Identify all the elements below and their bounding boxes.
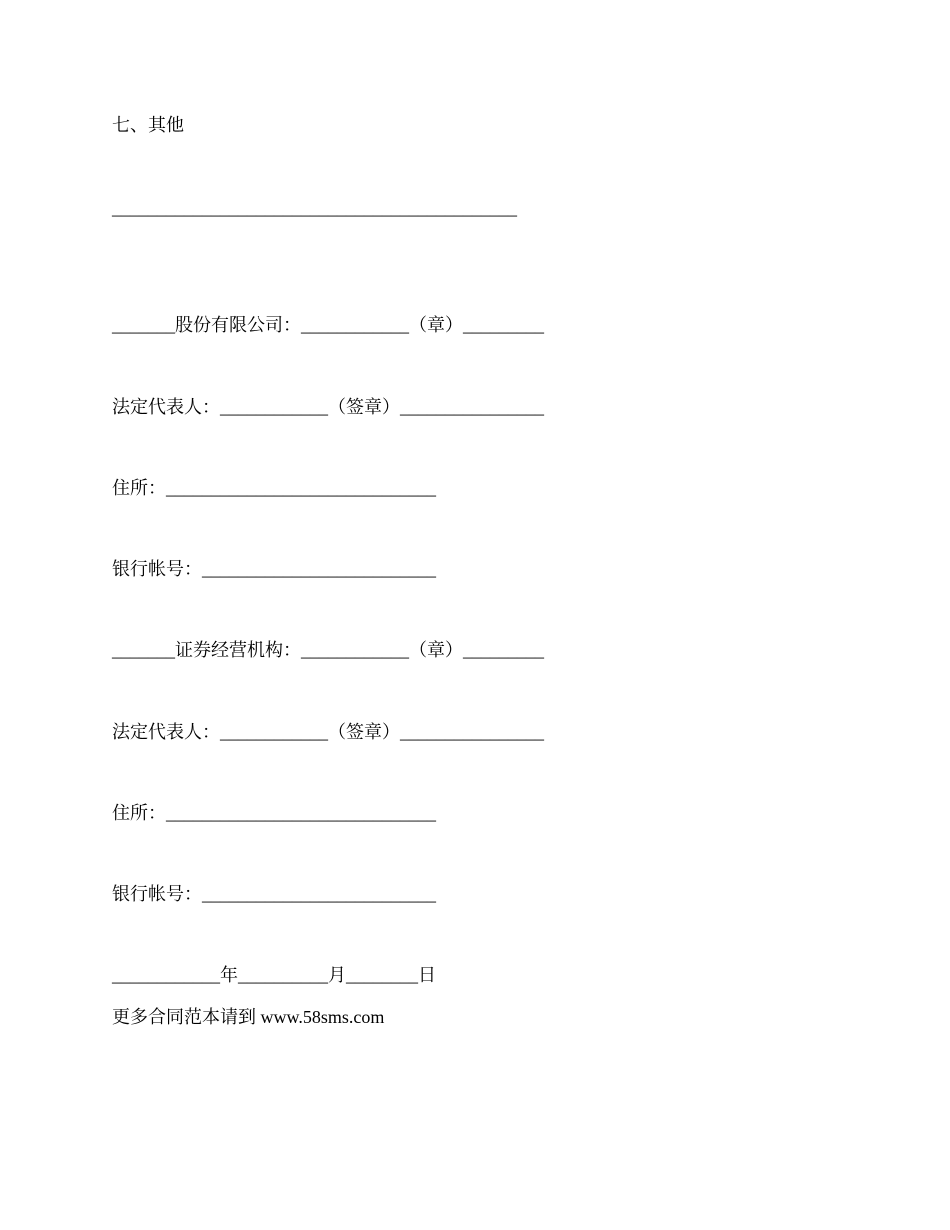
securities-institution-signature-line: _______证券经营机构：____________（章）_________	[112, 640, 544, 660]
date-line: ____________年__________月________日	[112, 965, 436, 985]
securities-legal-representative-line: 法定代表人：____________（签章）________________	[112, 722, 544, 742]
securities-bank-account-line: 银行帐号：__________________________	[112, 884, 436, 904]
company-bank-account-line: 银行帐号：__________________________	[112, 559, 436, 579]
company-signature-line: _______股份有限公司：____________（章）_________	[112, 315, 544, 335]
company-address-line: 住所：______________________________	[112, 478, 436, 498]
securities-address-line: 住所：______________________________	[112, 803, 436, 823]
blank-fill-line: _____________________________________________	[112, 198, 517, 218]
company-legal-representative-line: 法定代表人：____________（签章）________________	[112, 397, 544, 417]
section-heading: 七、其他	[112, 115, 184, 135]
footer-link-text: 更多合同范本请到 www.58sms.com	[112, 1007, 385, 1027]
